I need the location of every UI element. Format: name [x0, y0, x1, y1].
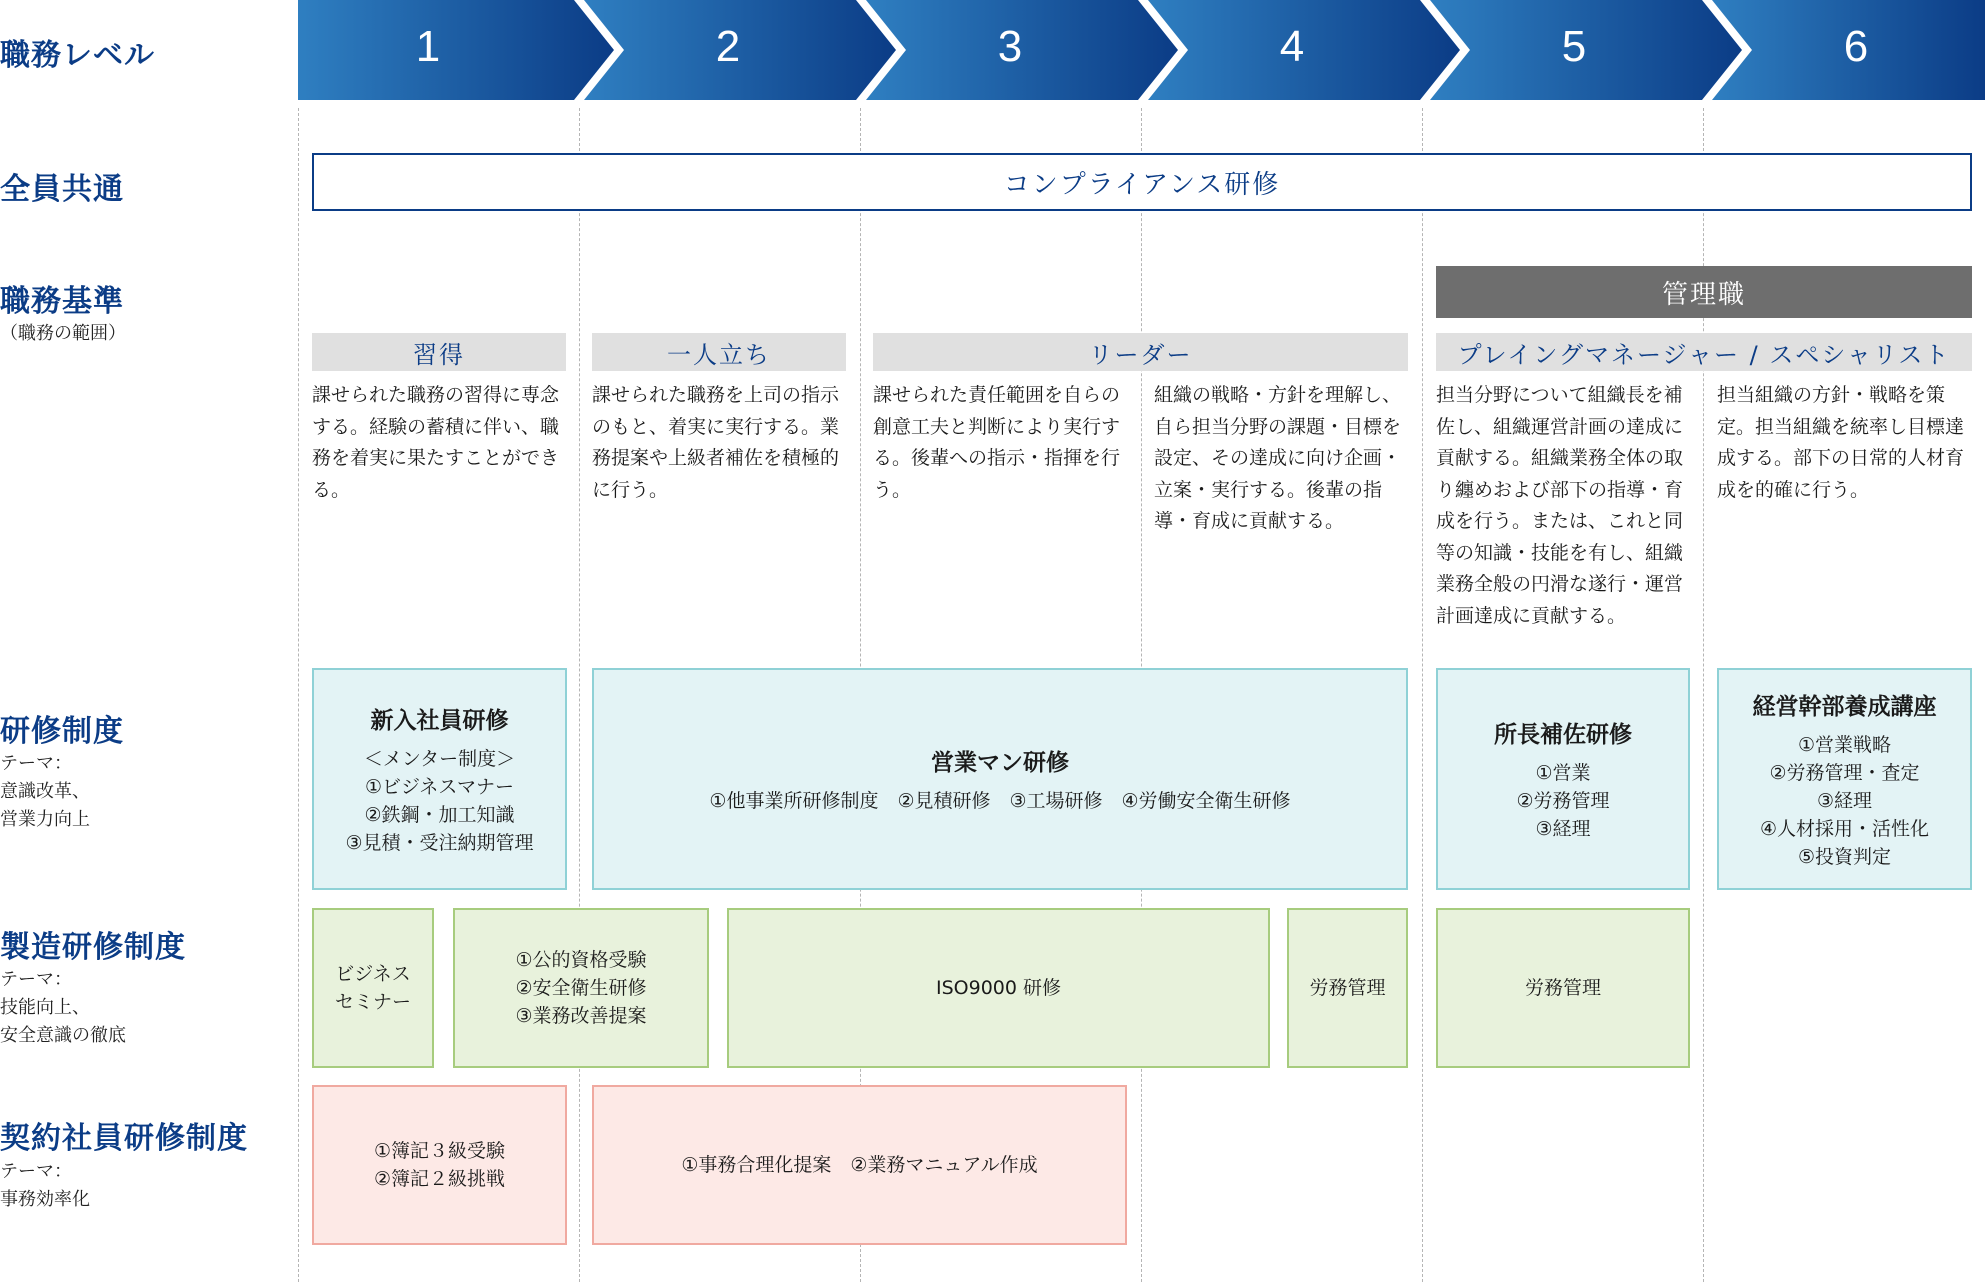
description-level-6: 担当組織の方針・戦略を策定。担当組織を統率し目標達成する。部下の日常的人材育成を的確に行う。 — [1717, 384, 1965, 501]
box-line: ②鉄鋼・加工知識 — [364, 803, 515, 826]
box-line: ③経理 — [1535, 817, 1591, 840]
manufacturing-training-theme — [0, 966, 126, 1050]
box-title: 新入社員研修 — [370, 707, 509, 734]
description-level-4: 組織の戦略・方針を理解し、自ら担当分野の課題・目標を設定、その達成に向け企画・立案・実行する。後輩の指導・育成に貢献する。 — [1154, 384, 1402, 532]
level-number-1: 1 — [415, 22, 441, 71]
compliance-training-box — [312, 153, 1972, 211]
box-line: ①他事業所研修制度 ②見積研修 ③工場研修 ④労働安全衛生研修 — [709, 789, 1291, 812]
job-standard-label: 職務基準 — [0, 284, 124, 319]
box-title: 経営幹部養成講座 — [1752, 693, 1937, 720]
box-line: ②簿記２級挑戦 — [373, 1168, 506, 1190]
manager-band — [1436, 266, 1972, 318]
box-line: ②労務管理 — [1516, 789, 1610, 812]
theme-line: 意識改革、 — [0, 781, 90, 802]
job-standard-sub: （職務の範囲） — [0, 323, 126, 344]
new-employee-training-box — [312, 668, 567, 890]
qualification-box — [453, 908, 709, 1068]
job-level-arrow-bar — [298, 0, 1985, 100]
grade-leader — [873, 333, 1408, 371]
box-line: ⑤投資判定 — [1797, 845, 1892, 868]
grade-label: プレイングマネージャー / スペシャリスト — [1457, 340, 1951, 369]
labor-management-box — [1287, 908, 1408, 1068]
box-title: 営業マン研修 — [931, 749, 1069, 776]
box-line: ①ビジネスマナー — [364, 775, 515, 798]
box-line: ①簿記３級受験 — [373, 1140, 506, 1162]
contract-training-theme — [0, 1158, 90, 1214]
description-level-3: 課せられた責任範囲を自らの創意工夫と判断により実行する。後輩への指示・指揮を行う。 — [873, 384, 1121, 501]
box-line: ③業務改善提案 — [515, 1005, 647, 1027]
box-line: セミナー — [334, 991, 411, 1013]
box-line: ①事務合理化提案 ②業務マニュアル作成 — [681, 1154, 1038, 1176]
box-line: ③経理 — [1816, 789, 1873, 812]
level-number-6: 6 — [1843, 22, 1869, 71]
box-line: ビジネス — [335, 963, 411, 985]
description-level-2: 課せられた職務を上司の指示のもと、着実に実行する。業務提案や上級者補佐を積極的に行う。 — [592, 384, 840, 501]
box-line: ②安全衛生研修 — [515, 977, 647, 999]
sales-training-box — [592, 668, 1408, 890]
theme-line: 安全意識の徹底 — [0, 1025, 126, 1046]
box-line: ②労務管理・査定 — [1769, 761, 1920, 784]
box-line: ISO9000 研修 — [935, 977, 1061, 999]
column-guide — [1422, 108, 1423, 1282]
box-line: 労務管理 — [1524, 977, 1601, 999]
job-level-label: 職務レベル — [0, 38, 155, 73]
grade-label: 一人立ち — [667, 340, 771, 369]
box-line: ＜メンター制度＞ — [363, 747, 516, 770]
level-number-4: 4 — [1279, 22, 1305, 71]
level-number-5: 5 — [1561, 22, 1587, 71]
column-guide — [579, 108, 580, 1282]
contract-training-label: 契約社員研修制度 — [0, 1121, 248, 1156]
column-guide — [298, 108, 299, 1282]
office-efficiency-box — [592, 1085, 1127, 1245]
theme-line: 事務効率化 — [0, 1189, 90, 1210]
manufacturing-training-label: 製造研修制度 — [0, 930, 186, 965]
box-line: ③見積・受注納期管理 — [345, 831, 534, 854]
bookkeeping-box — [312, 1085, 567, 1245]
description-level-1: 課せられた職務の習得に専念する。経験の蓄積に伴い、職務を着実に果たすことができる。 — [312, 384, 560, 501]
grade-shutoku — [312, 333, 566, 371]
theme-line: テーマ： — [0, 753, 72, 774]
compliance-training-label: コンプライアンス研修 — [1003, 169, 1281, 200]
theme-line: 技能向上、 — [0, 997, 90, 1018]
box-line: ①営業戦略 — [1797, 733, 1892, 756]
grade-hitoridachi — [592, 333, 846, 371]
theme-line: テーマ： — [0, 1161, 72, 1182]
box-line: 労務管理 — [1309, 977, 1386, 999]
box-title: 所長補佐研修 — [1494, 721, 1632, 748]
common-label: 全員共通 — [0, 172, 124, 207]
deputy-manager-training-box — [1436, 668, 1690, 890]
theme-line: 営業力向上 — [0, 809, 90, 830]
grade-label: リーダー — [1088, 340, 1193, 369]
theme-line: テーマ： — [0, 969, 72, 990]
grade-label: 習得 — [413, 340, 465, 369]
box-line: ④人材採用・活性化 — [1759, 817, 1930, 840]
description-level-5: 担当分野について組織長を補佐し、組織運営計画の達成に貢献する。組織業務全体の取り纏めおよび部下の指導・育成を行う。または、これと同等の知識・技能を有し、組織業務全般の円滑な遂行・運営計画達成に貢献する。 — [1436, 384, 1684, 627]
box-line: ①公的資格受験 — [515, 949, 647, 971]
business-seminar-box — [312, 908, 434, 1068]
level-number-3: 3 — [997, 22, 1023, 71]
grade-playing-manager — [1436, 333, 1972, 371]
iso9000-training-box — [727, 908, 1270, 1068]
level-number-2: 2 — [715, 22, 741, 71]
executive-course-box — [1717, 668, 1972, 890]
labor-management-box — [1436, 908, 1690, 1068]
box-line: ①営業 — [1535, 761, 1591, 784]
training-system-theme — [0, 750, 90, 834]
manager-label: 管理職 — [1661, 279, 1746, 310]
training-system-label: 研修制度 — [0, 714, 124, 749]
